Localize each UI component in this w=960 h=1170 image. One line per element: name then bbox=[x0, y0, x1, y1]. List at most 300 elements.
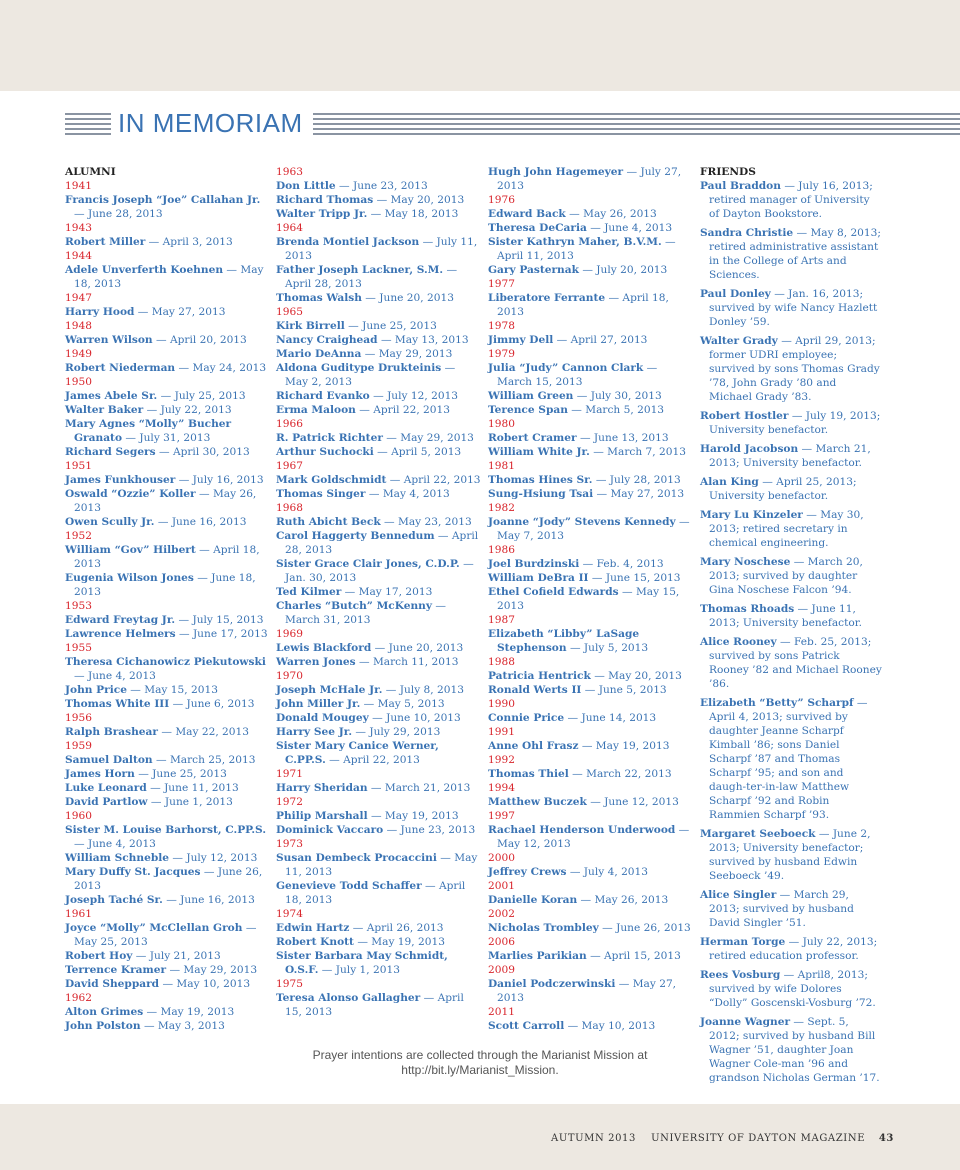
entry-detail: — June 25, 2013 bbox=[134, 768, 227, 780]
entry-name: Francis Joseph “Joe” Callahan Jr. bbox=[65, 194, 261, 206]
entry-detail: — May 26, 2013 bbox=[565, 208, 657, 220]
class-year: 2001 bbox=[488, 880, 515, 892]
memorial-entry bbox=[488, 739, 693, 753]
entry-name: Rachael Henderson Underwood bbox=[488, 824, 676, 836]
entry-name: Donald Mougey bbox=[276, 712, 369, 724]
entry-detail: — July 5, 2013 bbox=[566, 642, 649, 654]
entry-detail: — July 16, 2013 bbox=[175, 474, 264, 486]
entry-name: Walter Grady bbox=[700, 335, 778, 347]
entry-name: Luke Leonard bbox=[65, 782, 147, 794]
memorial-entry bbox=[276, 683, 481, 697]
entry-detail: — April 29, 2013; former UDRI employee; survived by sons Thomas Grady ’78, John Grady ’80 and Michael Grady ’83. bbox=[709, 335, 880, 403]
entry-name: William “Gov” Hilbert bbox=[65, 544, 196, 556]
entry-detail: — May 29, 2013 bbox=[382, 432, 474, 444]
entry-detail: — June 10, 2013 bbox=[368, 712, 461, 724]
memorial-entry bbox=[700, 287, 882, 329]
entry-detail: — March 29, 2013; survived by husband David Singler ’51. bbox=[709, 889, 854, 929]
entry-detail: — April 4, 2013; survived by daughter Jeanne Scharpf Kimball ’86; sons Daniel Scharpf ’87 and Thomas Scharpf ’95; and son and daugh-ter-in-law Matthew Scharpf ’92 and Robin Rammien Scharpf ’93. bbox=[709, 697, 868, 821]
entry-detail: — July 12, 2013 bbox=[369, 390, 459, 402]
class-year: 2000 bbox=[488, 852, 515, 864]
memorial-entry bbox=[488, 627, 693, 655]
entry-detail: — May 19, 2013 bbox=[367, 810, 459, 822]
entry-name: Sister M. Louise Barhorst, C.PP.S. bbox=[65, 824, 267, 836]
class-year: 1974 bbox=[276, 908, 303, 920]
memorial-entry bbox=[700, 602, 882, 630]
memorial-entry bbox=[700, 968, 882, 1010]
entry-detail: — July 27, 2013 bbox=[497, 166, 682, 192]
entry-detail: — July 1, 2013 bbox=[318, 964, 400, 976]
entry-name: Charles “Butch” McKenny bbox=[276, 600, 433, 612]
entry-detail: — June 13, 2013 bbox=[576, 432, 669, 444]
entry-detail: — July 12, 2013 bbox=[169, 852, 258, 864]
entry-detail: — May 20, 2013 bbox=[590, 670, 682, 682]
class-year: 1994 bbox=[488, 782, 515, 794]
entry-name: Samuel Dalton bbox=[65, 754, 153, 766]
memorial-entry bbox=[65, 893, 270, 907]
entry-name: David Partlow bbox=[65, 796, 148, 808]
footer-issue: AUTUMN 2013 bbox=[551, 1133, 636, 1144]
entry-name: William DeBra II bbox=[488, 572, 589, 584]
prayer-link[interactable]: http://bit.ly/Marianist_Mission. bbox=[401, 1063, 559, 1077]
entry-name: Thomas Walsh bbox=[276, 292, 362, 304]
entry-name: Julia “Judy” Cannon Clark bbox=[488, 362, 644, 374]
class-year: 1977 bbox=[488, 278, 515, 290]
entry-detail: — May 15, 2013 bbox=[497, 586, 680, 612]
entry-detail: — July 4, 2013 bbox=[566, 866, 649, 878]
memorial-entry bbox=[65, 767, 270, 781]
entry-detail: — May 29, 2013 bbox=[361, 348, 453, 360]
entry-detail: — April 5, 2013 bbox=[373, 446, 462, 458]
entry-name: Joseph Taché Sr. bbox=[65, 894, 163, 906]
memorial-entry bbox=[488, 487, 693, 501]
class-year: 1972 bbox=[276, 796, 303, 808]
entry-detail: — March 11, 2013 bbox=[355, 656, 459, 668]
class-year: 1961 bbox=[65, 908, 92, 920]
entry-name: Joel Burdzinski bbox=[488, 558, 580, 570]
class-year: 2009 bbox=[488, 964, 515, 976]
memorial-entry bbox=[700, 179, 882, 221]
entry-detail: — May 13, 2013 bbox=[377, 334, 469, 346]
entry-detail: — June 4, 2013 bbox=[586, 222, 673, 234]
entry-name: Richard Evanko bbox=[276, 390, 370, 402]
entry-detail: — June 11, 2013 bbox=[146, 782, 239, 794]
entry-detail: — May 19, 2013 bbox=[143, 1006, 235, 1018]
entry-name: Edward Freytag Jr. bbox=[65, 614, 176, 626]
entry-name: Eugenia Wilson Jones bbox=[65, 572, 194, 584]
memorial-entry bbox=[700, 475, 882, 503]
memorial-entry bbox=[65, 753, 270, 767]
memorial-entry bbox=[488, 235, 693, 263]
column-alumni-1 bbox=[65, 165, 270, 1033]
class-year: 1952 bbox=[65, 530, 92, 542]
section-header bbox=[65, 109, 960, 139]
memorial-entry bbox=[488, 221, 693, 235]
class-year: 1987 bbox=[488, 614, 515, 626]
entry-detail: — July 20, 2013 bbox=[578, 264, 668, 276]
memorial-entry bbox=[700, 226, 882, 282]
entry-detail: — April 28, 2013 bbox=[285, 264, 458, 290]
entry-detail: — July 25, 2013 bbox=[157, 390, 246, 402]
entry-detail: — June 23, 2013 bbox=[335, 180, 428, 192]
class-year: 1951 bbox=[65, 460, 92, 472]
memorial-entry bbox=[276, 319, 481, 333]
entry-detail: — April 11, 2013 bbox=[497, 236, 676, 262]
memorial-entry bbox=[276, 641, 481, 655]
class-year: 1997 bbox=[488, 810, 515, 822]
entry-name: Dominick Vaccaro bbox=[276, 824, 384, 836]
memorial-entry bbox=[276, 389, 481, 403]
entry-name: Joanne Wagner bbox=[700, 1016, 791, 1028]
class-year: 2011 bbox=[488, 1006, 515, 1018]
memorial-entry bbox=[276, 991, 481, 1019]
memorial-entry bbox=[276, 949, 481, 977]
memorial-entry bbox=[276, 655, 481, 669]
memorial-entry bbox=[700, 888, 882, 930]
class-year: 1970 bbox=[276, 670, 303, 682]
entry-name: Paul Donley bbox=[700, 288, 771, 300]
class-year: 1975 bbox=[276, 978, 303, 990]
class-year: 1948 bbox=[65, 320, 92, 332]
entry-name: Mary Noschese bbox=[700, 556, 791, 568]
class-year: 1976 bbox=[488, 194, 515, 206]
entry-name: Mary Lu Kinzeler bbox=[700, 509, 803, 521]
class-year: 2002 bbox=[488, 908, 515, 920]
entry-name: Nicholas Trombley bbox=[488, 922, 599, 934]
entry-detail: — April 20, 2013 bbox=[152, 334, 247, 346]
memorial-entry bbox=[700, 935, 882, 963]
entry-name: Ted Kilmer bbox=[276, 586, 342, 598]
class-year: 1965 bbox=[276, 306, 303, 318]
entry-detail: — June 18, 2013 bbox=[74, 572, 256, 598]
entry-name: John Polston bbox=[65, 1020, 141, 1032]
class-year: 1980 bbox=[488, 418, 515, 430]
memorial-entry bbox=[488, 165, 693, 193]
memorial-entry bbox=[276, 179, 481, 193]
entry-detail: — May 4, 2013 bbox=[365, 488, 450, 500]
class-year: 1982 bbox=[488, 502, 515, 514]
memorial-entry bbox=[276, 333, 481, 347]
memorial-entry bbox=[65, 977, 270, 991]
entry-name: Joyce “Molly” McClellan Groh bbox=[65, 922, 243, 934]
entry-detail: — May 17, 2013 bbox=[341, 586, 433, 598]
entry-name: Terrence Kramer bbox=[65, 964, 167, 976]
entry-detail: — April8, 2013; survived by wife Dolores “Dolly” Goscenski-Vosburg ’72. bbox=[709, 969, 876, 1009]
entry-detail: — May 24, 2013 bbox=[175, 362, 267, 374]
entry-name: Richard Thomas bbox=[276, 194, 374, 206]
entry-name: Mary Duffy St. Jacques bbox=[65, 866, 201, 878]
entry-detail: — July 30, 2013 bbox=[573, 390, 662, 402]
class-year: 1953 bbox=[65, 600, 92, 612]
entry-detail: — March 20, 2013; survived by daughter Gina Noschese Falcon ’94. bbox=[709, 556, 863, 596]
memorial-entry bbox=[65, 865, 270, 893]
class-year: 1992 bbox=[488, 754, 515, 766]
memorial-entry bbox=[488, 291, 693, 319]
entry-detail: — May 26, 2013 bbox=[74, 488, 257, 514]
entry-name: James Horn bbox=[65, 768, 135, 780]
entry-name: Philip Marshall bbox=[276, 810, 368, 822]
entry-name: Marlies Parikian bbox=[488, 950, 587, 962]
entry-detail: — May 8, 2013; retired administrative assistant in the College of Arts and Sciences. bbox=[709, 227, 881, 281]
entry-name: Jimmy Dell bbox=[488, 334, 554, 346]
entry-name: Harold Jacobson bbox=[700, 443, 799, 455]
entry-name: William Schneble bbox=[65, 852, 169, 864]
entry-name: Gary Pasternak bbox=[488, 264, 579, 276]
class-year: 1981 bbox=[488, 460, 515, 472]
entry-name: Ronald Werts II bbox=[488, 684, 582, 696]
memorial-entry bbox=[488, 669, 693, 683]
entry-detail: — July 15, 2013 bbox=[175, 614, 264, 626]
class-year: 1988 bbox=[488, 656, 515, 668]
memorial-entry bbox=[65, 333, 270, 347]
memorial-entry bbox=[276, 851, 481, 879]
entry-name: Alan King bbox=[700, 476, 759, 488]
entry-detail: — June 20, 2013 bbox=[361, 292, 454, 304]
entry-name: Robert Hostler bbox=[700, 410, 789, 422]
entry-name: David Sheppard bbox=[65, 978, 160, 990]
entry-name: Mario DeAnna bbox=[276, 348, 362, 360]
entry-detail: — Jan. 30, 2013 bbox=[285, 558, 474, 584]
memorial-entry bbox=[488, 893, 693, 907]
entry-name: Matthew Buczek bbox=[488, 796, 587, 808]
entry-detail: — May 20, 2013 bbox=[373, 194, 465, 206]
entry-name: Thomas Hines Sr. bbox=[488, 474, 593, 486]
class-year: 1991 bbox=[488, 726, 515, 738]
memorial-entry bbox=[488, 431, 693, 445]
memorial-entry bbox=[276, 823, 481, 837]
memorial-entry bbox=[65, 263, 270, 291]
memorial-entry bbox=[65, 627, 270, 641]
memorial-entry bbox=[488, 403, 693, 417]
entry-name: William White Jr. bbox=[488, 446, 590, 458]
memorial-entry bbox=[276, 347, 481, 361]
entry-name: Robert Knott bbox=[276, 936, 354, 948]
entry-name: Liberatore Ferrante bbox=[488, 292, 606, 304]
memorial-entry bbox=[488, 823, 693, 851]
entry-detail: — May 10, 2013 bbox=[159, 978, 251, 990]
section-heading: ALUMNI bbox=[65, 166, 116, 178]
memorial-entry bbox=[700, 696, 882, 822]
memorial-entry bbox=[276, 697, 481, 711]
memorial-entry bbox=[276, 431, 481, 445]
entry-detail: — July 21, 2013 bbox=[132, 950, 221, 962]
entry-name: Daniel Podczerwinski bbox=[488, 978, 616, 990]
class-year: 1990 bbox=[488, 698, 515, 710]
entry-detail: — May 29, 2013 bbox=[166, 964, 258, 976]
entry-detail: — May 2, 2013 bbox=[285, 362, 456, 388]
column-friends bbox=[700, 165, 882, 1090]
entry-detail: — June 28, 2013 bbox=[74, 208, 163, 220]
memorial-entry bbox=[276, 361, 481, 389]
entry-detail: — June 20, 2013 bbox=[371, 642, 464, 654]
entry-detail: — April 28, 2013 bbox=[285, 530, 479, 556]
class-year: 1959 bbox=[65, 740, 92, 752]
entry-name: Robert Cramer bbox=[488, 432, 577, 444]
entry-detail: — May 11, 2013 bbox=[285, 852, 478, 878]
class-year: 1943 bbox=[65, 222, 92, 234]
entry-name: Sister Grace Clair Jones, C.D.P. bbox=[276, 558, 460, 570]
memorial-entry bbox=[488, 389, 693, 403]
memorial-entry bbox=[488, 571, 693, 585]
memorial-entry bbox=[65, 949, 270, 963]
class-year: 1963 bbox=[276, 166, 303, 178]
entry-name: Hugh John Hagemeyer bbox=[488, 166, 624, 178]
entry-detail: — April 18, 2013 bbox=[285, 880, 466, 906]
entry-detail: — May 15, 2013 bbox=[126, 684, 218, 696]
entry-detail: — June 14, 2013 bbox=[564, 712, 657, 724]
entry-detail: — May 25, 2013 bbox=[74, 922, 257, 948]
memorial-entry bbox=[488, 333, 693, 347]
entry-detail: — May 3, 2013 bbox=[140, 1020, 225, 1032]
memorial-entry bbox=[700, 334, 882, 404]
header-rule-left bbox=[65, 113, 111, 138]
entry-name: Elizabeth “Libby” LaSage Stephenson bbox=[488, 628, 640, 654]
entry-detail: — May 30, 2013; retired secretary in chemical engineering. bbox=[709, 509, 864, 549]
entry-name: William Green bbox=[488, 390, 574, 402]
class-year: 1967 bbox=[276, 460, 303, 472]
entry-detail: — March 31, 2013 bbox=[285, 600, 446, 626]
memorial-entry bbox=[276, 193, 481, 207]
entry-name: R. Patrick Richter bbox=[276, 432, 383, 444]
entry-name: Connie Price bbox=[488, 712, 565, 724]
class-year: 1962 bbox=[65, 992, 92, 1004]
entry-detail: — May 18, 2013 bbox=[74, 264, 264, 290]
memorial-entry bbox=[65, 963, 270, 977]
entry-detail: — May 19, 2013 bbox=[353, 936, 445, 948]
entry-name: Ruth Abicht Beck bbox=[276, 516, 381, 528]
entry-name: Aldona Guditype Drukteinis bbox=[276, 362, 442, 374]
memorial-entry bbox=[65, 571, 270, 599]
class-year: 1969 bbox=[276, 628, 303, 640]
entry-detail: — April 15, 2013 bbox=[586, 950, 681, 962]
memorial-entry bbox=[65, 305, 270, 319]
entry-detail: — April 22, 2013 bbox=[386, 474, 481, 486]
entry-detail: — June 25, 2013 bbox=[344, 320, 437, 332]
entry-name: Don Little bbox=[276, 180, 336, 192]
memorial-entry bbox=[276, 585, 481, 599]
entry-detail: — July 22, 2013 bbox=[143, 404, 232, 416]
entry-detail: — June 16, 2013 bbox=[154, 516, 247, 528]
entry-name: Adele Unverferth Koehnen bbox=[65, 264, 224, 276]
entry-detail: — July 19, 2013; University benefactor. bbox=[709, 410, 881, 436]
memorial-entry bbox=[65, 235, 270, 249]
entry-detail: — Jan. 16, 2013; survived by wife Nancy Hazlett Donley ’59. bbox=[709, 288, 878, 328]
memorial-entry bbox=[276, 781, 481, 795]
entry-name: Sister Kathryn Maher, B.V.M. bbox=[488, 236, 662, 248]
entry-name: Oswald “Ozzie” Koller bbox=[65, 488, 196, 500]
entry-name: Alice Singler bbox=[700, 889, 777, 901]
entry-name: Alton Grimes bbox=[65, 1006, 144, 1018]
class-year: 1941 bbox=[65, 180, 92, 192]
entry-name: Thomas Rhoads bbox=[700, 603, 795, 615]
memorial-entry bbox=[276, 515, 481, 529]
memorial-entry bbox=[65, 543, 270, 571]
memorial-entry bbox=[488, 445, 693, 459]
class-year: 1950 bbox=[65, 376, 92, 388]
memorial-entry bbox=[65, 361, 270, 375]
memorial-entry bbox=[488, 921, 693, 935]
entry-detail: — April 15, 2013 bbox=[285, 992, 464, 1018]
entry-detail: — March 5, 2013 bbox=[567, 404, 665, 416]
entry-detail: — March 21, 2013; University benefactor. bbox=[709, 443, 871, 469]
memorial-entry bbox=[488, 585, 693, 613]
entry-name: Edward Back bbox=[488, 208, 566, 220]
page-number: 43 bbox=[878, 1133, 894, 1144]
entry-name: Lewis Blackford bbox=[276, 642, 372, 654]
column-alumni-2 bbox=[276, 165, 481, 1019]
entry-detail: — March 21, 2013 bbox=[367, 782, 471, 794]
entry-detail: — June 23, 2013 bbox=[383, 824, 476, 836]
entry-detail: — May 19, 2013 bbox=[578, 740, 670, 752]
entry-detail: — April 30, 2013 bbox=[155, 446, 250, 458]
entry-detail: — June 26, 2013 bbox=[74, 866, 263, 892]
entry-detail: — June 16, 2013 bbox=[162, 894, 255, 906]
memorial-entry bbox=[700, 555, 882, 597]
entry-name: Mark Goldschmidt bbox=[276, 474, 387, 486]
entry-detail: — March 7, 2013 bbox=[589, 446, 686, 458]
entry-detail: — May 7, 2013 bbox=[497, 516, 690, 542]
entry-name: Paul Braddon bbox=[700, 180, 781, 192]
class-year: 1947 bbox=[65, 292, 92, 304]
memorial-entry bbox=[488, 683, 693, 697]
entry-detail: — June 2, 2013; University benefactor; survived by husband Edwin Seeboeck ’49. bbox=[709, 828, 871, 882]
entry-detail: — May 12, 2013 bbox=[497, 824, 690, 850]
memorial-entry bbox=[700, 827, 882, 883]
memorial-entry bbox=[276, 809, 481, 823]
entry-detail: — July 31, 2013 bbox=[122, 432, 211, 444]
entry-name: Edwin Hartz bbox=[276, 922, 350, 934]
memorial-entry bbox=[488, 865, 693, 879]
memorial-entry bbox=[65, 1005, 270, 1019]
entry-name: Warren Wilson bbox=[65, 334, 153, 346]
section-heading: FRIENDS bbox=[700, 166, 756, 178]
class-year: 1944 bbox=[65, 250, 92, 262]
entry-detail: — Feb. 4, 2013 bbox=[579, 558, 664, 570]
entry-name: Sister Mary Canice Werner, C.PP.S. bbox=[276, 740, 439, 766]
memorial-entry bbox=[65, 655, 270, 683]
entry-name: Jeffrey Crews bbox=[488, 866, 567, 878]
memorial-entry bbox=[276, 235, 481, 263]
entry-name: Scott Carroll bbox=[488, 1020, 565, 1032]
memorial-entry bbox=[65, 921, 270, 949]
memorial-entry bbox=[488, 207, 693, 221]
entry-name: Brenda Montiel Jackson bbox=[276, 236, 420, 248]
memorial-entry bbox=[488, 515, 693, 543]
entry-detail: — March 25, 2013 bbox=[152, 754, 256, 766]
entry-detail: — June 17, 2013 bbox=[175, 628, 268, 640]
memorial-entry bbox=[488, 1019, 693, 1033]
entry-name: Robert Niederman bbox=[65, 362, 176, 374]
entry-detail: — July 22, 2013; retired education professor. bbox=[709, 936, 878, 962]
class-year: 1966 bbox=[276, 418, 303, 430]
entry-detail: — May 26, 2013 bbox=[577, 894, 669, 906]
entry-detail: — June 11, 2013; University benefactor. bbox=[709, 603, 863, 629]
memorial-entry bbox=[488, 977, 693, 1005]
entry-detail: — July 8, 2013 bbox=[382, 684, 464, 696]
entry-detail: — June 5, 2013 bbox=[581, 684, 667, 696]
entry-detail: — April 22, 2013 bbox=[355, 404, 451, 416]
entry-name: John Price bbox=[65, 684, 127, 696]
entry-name: Richard Segers bbox=[65, 446, 156, 458]
entry-name: Warren Jones bbox=[276, 656, 356, 668]
entry-detail: — May 10, 2013 bbox=[564, 1020, 656, 1032]
column-alumni-3 bbox=[488, 165, 693, 1033]
entry-name: Kirk Birrell bbox=[276, 320, 345, 332]
entry-name: Harry See Jr. bbox=[276, 726, 353, 738]
entry-name: Thomas Thiel bbox=[488, 768, 569, 780]
entry-detail: — April 25, 2013; University benefactor. bbox=[709, 476, 857, 502]
page bbox=[0, 91, 960, 1104]
entry-name: Margaret Seeboeck bbox=[700, 828, 816, 840]
